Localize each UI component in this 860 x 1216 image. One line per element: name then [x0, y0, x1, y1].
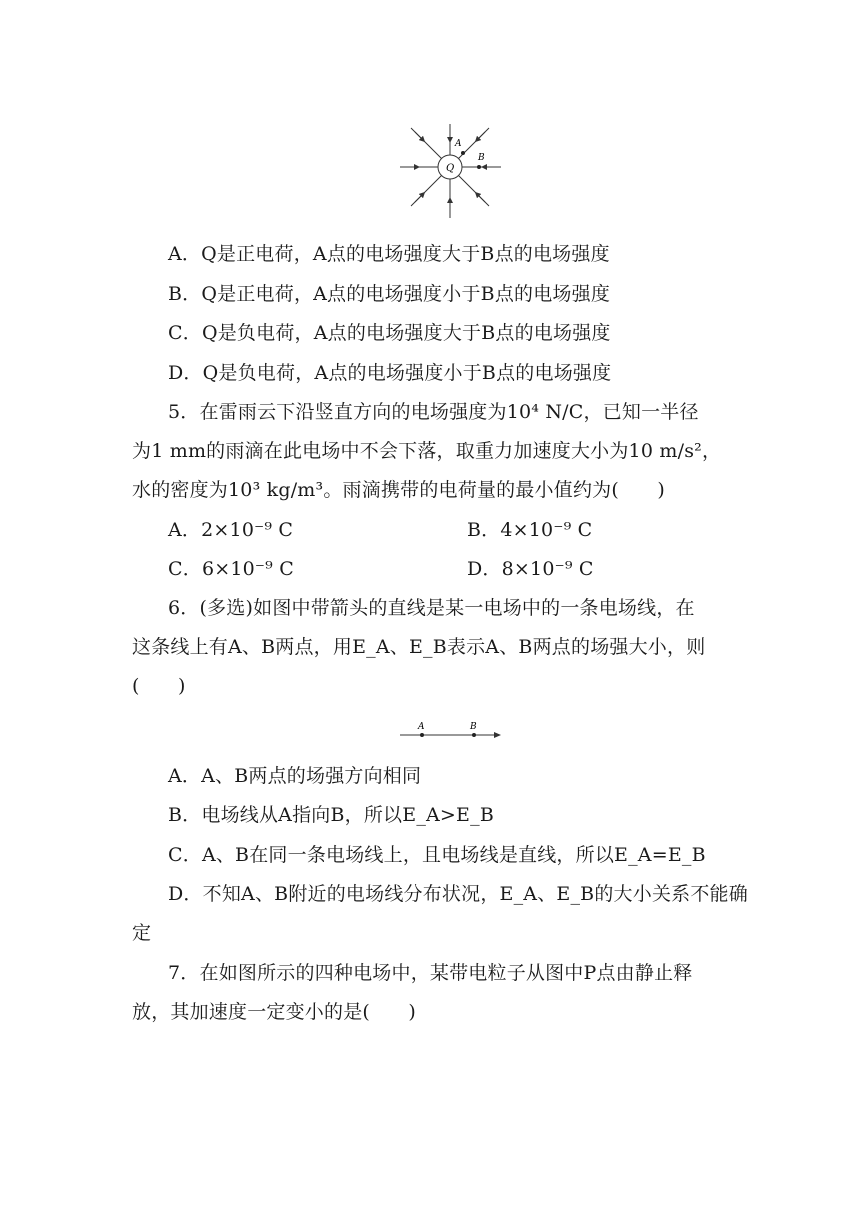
q6-option-a: A．A、B两点的场强方向相同: [168, 765, 422, 787]
q6-stem-line1: 6．(多选)如图中带箭头的直线是某一电场中的一条电场线，在: [168, 597, 695, 619]
q6-option-b: B．电场线从A指向B，所以E_A>E_B: [168, 804, 494, 826]
field-line-figure: [398, 718, 504, 742]
q6-option-d-line1: D．不知A、B附近的电场线分布状况，E_A、E_B的大小关系不能确: [168, 883, 748, 905]
q7-stem-line1: 7．在如图所示的四种电场中，某带电粒子从图中P点由静止释: [168, 962, 693, 984]
line-point-b-dot: [472, 733, 476, 737]
q6-option-c: C．A、B在同一条电场线上，且电场线是直线，所以E_A=E_B: [168, 844, 706, 866]
q4-option-a: A．Q是正电荷，A点的电场强度大于B点的电场强度: [168, 243, 610, 265]
line-point-b-label: B: [470, 722, 477, 732]
point-a-label: A: [455, 139, 462, 149]
q6-stem-line3: ( ): [132, 675, 186, 697]
q5-stem-line1: 5．在雷雨云下沿竖直方向的电场强度为10⁴ N/C，已知一半径: [168, 401, 699, 423]
q5-stem-line2: 为1 mm的雨滴在此电场中不会下落，取重力加速度大小为10 m/s²，: [132, 440, 722, 462]
point-a-dot: [461, 151, 465, 155]
line-point-a-label: A: [418, 722, 425, 732]
charge-label: Q: [446, 163, 455, 174]
q5-stem-line3: 水的密度为10³ kg/m³。雨滴携带的电荷量的最小值约为( ): [132, 479, 665, 501]
q4-option-d: D．Q是负电荷，A点的电场强度小于B点的电场强度: [168, 362, 612, 384]
q7-stem-line2: 放，其加速度一定变小的是( ): [132, 1001, 417, 1023]
q4-option-b: B．Q是正电荷，A点的电场强度小于B点的电场强度: [168, 283, 611, 305]
q4-option-c: C．Q是负电荷，A点的电场强度大于B点的电场强度: [168, 322, 611, 344]
q5-option-a: A．2×10⁻⁹ C: [168, 519, 294, 541]
point-b-dot: [477, 165, 481, 169]
q5-option-d: D．8×10⁻⁹ C: [467, 558, 594, 580]
point-charge-field-figure: [395, 122, 505, 222]
q5-option-c: C．6×10⁻⁹ C: [168, 558, 294, 580]
line-point-a-dot: [420, 733, 424, 737]
q6-option-d-line2: 定: [132, 922, 152, 944]
q5-option-b: B．4×10⁻⁹ C: [467, 519, 593, 541]
point-b-label: B: [478, 153, 485, 163]
q6-stem-line2: 这条线上有A、B两点，用E_A、E_B表示A、B两点的场强大小，则: [132, 636, 706, 658]
